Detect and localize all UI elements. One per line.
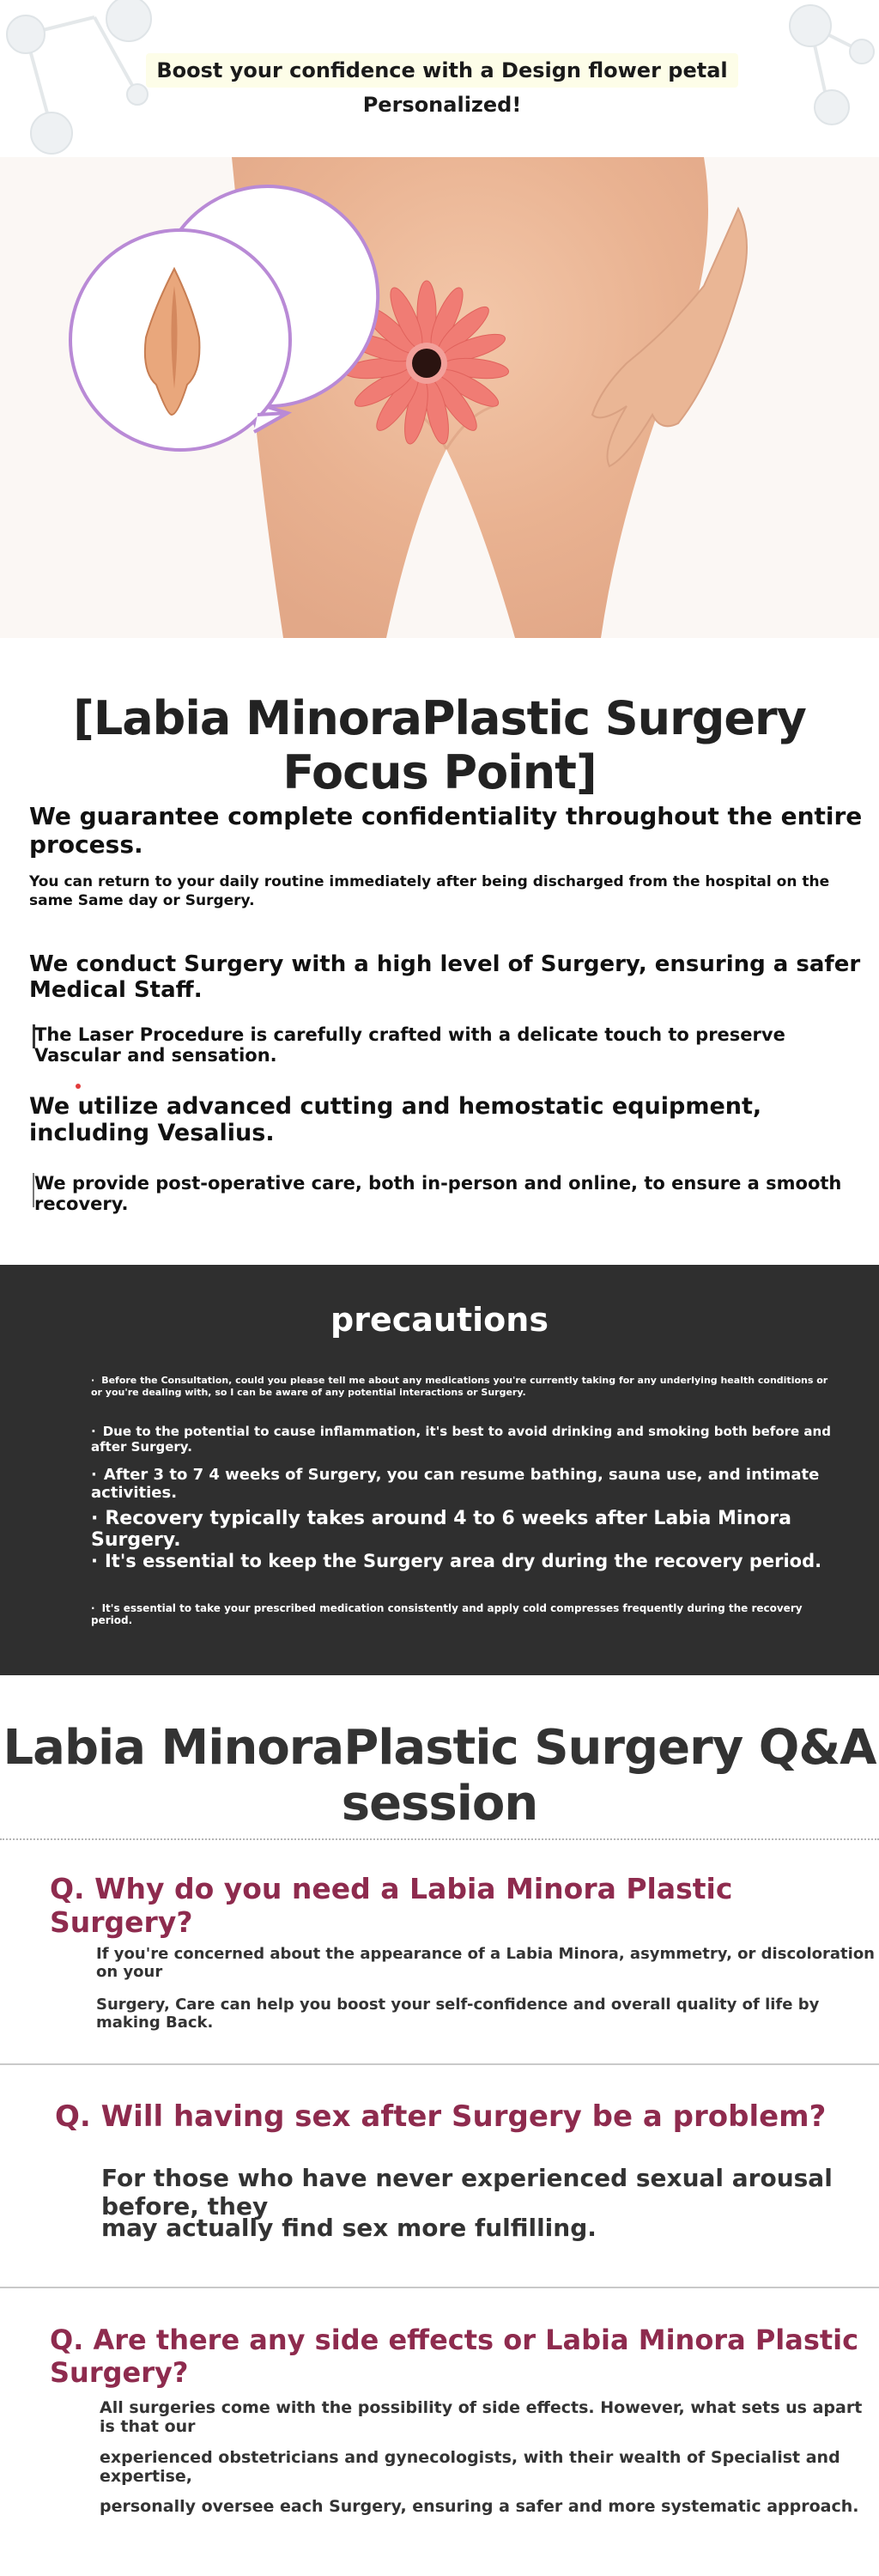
- answer-3-line: experienced obstetricians and gynecologists, with their wealth of Specialist and expertise,: [100, 2448, 840, 2486]
- precaution-item: · Due to the potential to cause inflammation, it's best to avoid drinking and smoking both before and after Surgery.: [91, 1424, 831, 1455]
- precaution-item: · Recovery typically takes around 4 to 6 weeks after Labia Minora Surgery.: [91, 1508, 791, 1551]
- focus-item: You can return to your daily routine immediately after being discharged from the hospital on the same Same day or Surgery.: [29, 873, 830, 909]
- focus-item: We guarantee complete confidentiality throughout the entire process.: [29, 802, 863, 859]
- precaution-item: · It's essential to take your prescribed medication consistently and apply cold compresses frequently during the recovery period.: [91, 1602, 803, 1626]
- banner-headline: Boost your confidence with a Design flower petal Personalized!: [146, 53, 738, 88]
- divider: [0, 2063, 879, 2065]
- divider: [0, 2287, 879, 2288]
- focus-title: [Labia MinoraPlastic Surgery Focus Point]: [73, 691, 806, 799]
- precautions-section: [0, 1265, 879, 1675]
- answer-3-line: All surgeries come with the possibility of side effects. However, what sets us apart is that our: [100, 2398, 863, 2436]
- question-2: Q. Will having sex after Surgery be a problem?: [55, 2099, 827, 2134]
- focus-item: We conduct Surgery with a high level of Surgery, ensuring a safer Medical Staff.: [29, 951, 861, 1003]
- top-banner: [0, 0, 879, 155]
- molecule-decoration-right: [750, 0, 879, 155]
- focus-item: The Laser Procedure is carefully crafted with a delicate touch to preserve Vascular and sensation.: [34, 1024, 785, 1066]
- qa-title: Labia MinoraPlastic Surgery Q&A session: [3, 1720, 876, 1832]
- precaution-item: · Before the Consultation, could you please tell me about any medications you're currently taking for any underlying health conditions or or you're dealing with, so I can be aware of any potential interactions or Surgery.: [91, 1375, 828, 1398]
- question-1: Q. Why do you need a Labia Minora Plastic Surgery?: [50, 1872, 733, 1939]
- answer-2-line: may actually find sex more fulfilling.: [101, 2214, 597, 2242]
- divider: [0, 1838, 879, 1840]
- answer-1-line: Surgery, Care can help you boost your self-confidence and overall quality of life by making Back.: [96, 1996, 820, 2032]
- precaution-item: · It's essential to keep the Surgery area dry during the recovery period.: [91, 1551, 822, 1571]
- focus-item: We provide post-operative care, both in-person and online, to ensure a smooth recovery.: [34, 1173, 842, 1214]
- answer-2-line: For those who have never experienced sexual arousal before, they: [101, 2164, 833, 2221]
- question-3: Q. Are there any side effects or Labia Minora Plastic Surgery?: [50, 2324, 859, 2389]
- precaution-item: · After 3 to 7 4 weeks of Surgery, you can resume bathing, sauna use, and intimate activities.: [91, 1466, 820, 1502]
- hero-image: [0, 157, 879, 638]
- answer-3-line: personally oversee each Surgery, ensuring a safer and more systematic approach.: [100, 2497, 859, 2516]
- focus-item: We utilize advanced cutting and hemostatic equipment, including Vesalius.: [29, 1093, 762, 1146]
- red-dot: [76, 1084, 81, 1089]
- precautions-title: precautions: [330, 1301, 549, 1339]
- answer-1-line: If you're concerned about the appearance of a Labia Minora, asymmetry, or discoloration on your: [96, 1945, 875, 1981]
